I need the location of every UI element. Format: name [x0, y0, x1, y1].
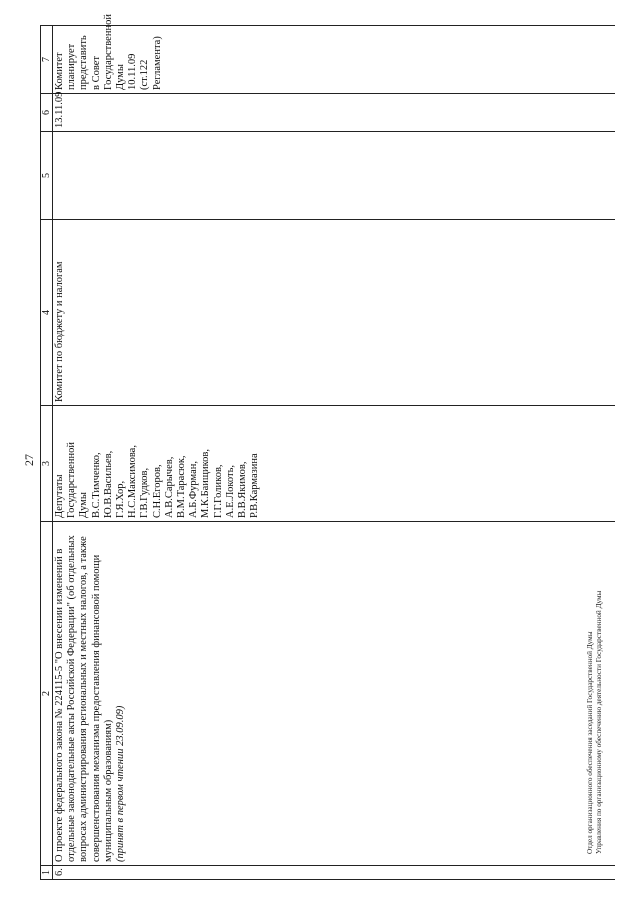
author-line: А.Б.Фурман,	[188, 461, 200, 518]
committee-cell: Комитет по бюджету и налогам	[53, 220, 616, 406]
author-line: Г.Г.Голиков,	[212, 464, 224, 518]
author-line: Г.В.Гудков,	[139, 467, 151, 518]
author-line: Ю.В.Васильев,	[102, 450, 114, 518]
column-header: 4	[41, 220, 53, 406]
empty-cell	[53, 132, 616, 220]
author-line: А.В.Сарычев,	[163, 456, 175, 518]
table-row	[53, 26, 616, 880]
footer-line-1: Отдел организационного обеспечения заседаний Государственной Думы	[586, 631, 594, 854]
author-line: Государственной	[66, 442, 78, 518]
column-header: 7	[41, 26, 53, 94]
author-line: Г.Я.Хор,	[115, 480, 127, 518]
author-line: Р.В.Кармазина	[249, 453, 261, 518]
authors-cell	[53, 406, 616, 522]
author-line: В.В.Якимов,	[237, 461, 249, 518]
column-header: 1	[41, 866, 53, 880]
column-number-row	[41, 26, 53, 880]
date-cell: 13.11.09	[53, 94, 616, 132]
author-line: М.К.Баищиков,	[200, 448, 212, 518]
author-line: Н.С.Максимова,	[127, 445, 139, 518]
bill-note: (принят в первом чтении 23.09.09)	[115, 705, 127, 862]
plan-cell: Комитет планирует представить в Совет Государственной Думы 10.11.09 (ст.122 Регламента)	[53, 26, 616, 94]
row-index: 6.	[53, 866, 616, 880]
author-line: В.С.Тимченко,	[90, 452, 102, 518]
author-line: С.Н.Егоров,	[151, 464, 163, 518]
footer-line-2: Управления по организационному обеспечению деятельности Государственной Думы	[595, 590, 603, 854]
page-number: 27	[22, 454, 36, 466]
document-sheet	[20, 14, 620, 880]
bill-cell	[53, 522, 616, 866]
column-header: 3	[41, 406, 53, 522]
column-header: 6	[41, 94, 53, 132]
author-line: Думы	[78, 492, 90, 518]
column-header: 2	[41, 522, 53, 866]
footer	[586, 591, 604, 854]
bill-title: О проекте федерального закона № 224115-5 "О внесении изменений в отдельные законодательные акты Российской Федерации" (об отдельных вопросах администрирования региональных и местных налогов, а также совершенствования механизма предоставления финансовой помощи муниципальным образованиям)	[54, 535, 114, 862]
column-header: 5	[41, 132, 53, 220]
author-line: Депутаты	[54, 474, 65, 518]
author-line: В.М.Тарасюк,	[176, 455, 188, 518]
bills-table	[40, 14, 615, 880]
author-line: А.Е.Локоть,	[224, 464, 236, 518]
